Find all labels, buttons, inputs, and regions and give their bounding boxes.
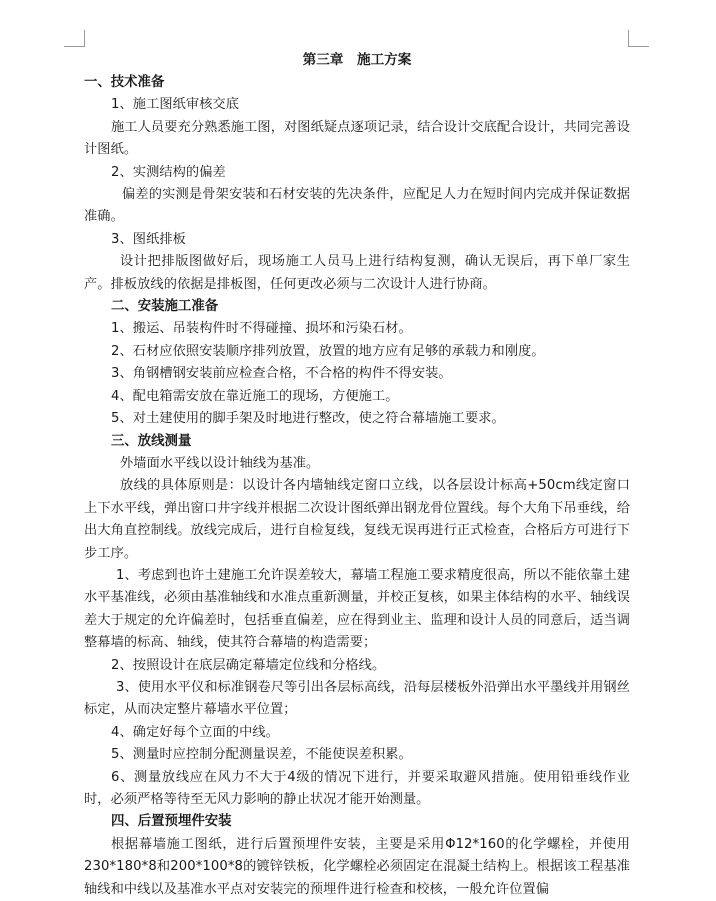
list-item: 2、石材应依照安装顺序排列放置，放置的地方应有足够的承载力和刚度。 bbox=[111, 343, 545, 359]
section-heading-survey: 三、放线测量 bbox=[111, 433, 192, 449]
page-corner-mark-right bbox=[628, 30, 649, 47]
list-item: 1、搬运、吊装构件时不得碰撞、损坏和污染石材。 bbox=[111, 321, 412, 337]
chapter-title: 第三章 施工方案 bbox=[302, 52, 412, 68]
list-item: 3、角钢槽钢安装前应检查合格，不合格的构件不得安装。 bbox=[111, 366, 452, 382]
section-heading-tech-prep: 一、技术准备 bbox=[84, 75, 165, 90]
paragraph: 外墙面水平线以设计轴线为基准。 bbox=[120, 455, 320, 471]
page-corner-mark-left bbox=[64, 30, 85, 47]
list-item: 4、配电箱需安放在靠近施工的现场，方便施工。 bbox=[111, 388, 399, 404]
item-title: 3、图纸排板 bbox=[111, 231, 186, 247]
list-item: 1、考虑到也许土建施工允许误差较大，幕墙工程施工要求精度很高，所以不能依靠土建水平基准线，必须由基准轴线和水准点重新测量，并校正复核，如果主体结构的水平、轴线误差大于规定的允许偏差时，包括垂直偏差，应在得到业主、监理和设计人员的同意后，适当调整幕墙的标高、轴线，使其符合幕墙的构造需要； bbox=[84, 567, 630, 651]
paragraph: 施工人员要充分熟悉施工图，对图纸疑点逐项记录，结合设计交底配合设计，共同完善设计图纸。 bbox=[84, 119, 630, 158]
document-page bbox=[84, 46, 630, 901]
list-item: 6、测量放线应在风力不大于4级的情况下进行，并要采取避风措施。使用铅垂线作业时，必须严格等待至无风力影响的静止状况才能开始测量。 bbox=[84, 769, 630, 807]
list-item: 2、按照设计在底层确定幕墙定位线和分格线。 bbox=[111, 657, 386, 673]
item-title: 2、实测结构的偏差 bbox=[111, 164, 226, 180]
item-title: 1、施工图纸审核交底 bbox=[111, 97, 240, 113]
list-item: 5、对土建使用的脚手架及时地进行整改，使之符合幕墙施工要求。 bbox=[111, 411, 505, 427]
paragraph: 放线的具体原则是：以设计各内墙轴线定窗口立线，以各层设计标高+50cm线定窗口上下水平线，弹出窗口井字线并根据二次设计图纸弹出钢龙骨位置线。每个大角下吊垂线，给出大角直控制线。放线完成后，进行自检复线，复线无误再进行正式检查，合格后方可进行下步工序。 bbox=[84, 478, 630, 561]
section-heading-embedded-parts: 四、后置预埋件安装 bbox=[111, 814, 232, 830]
paragraph: 偏差的实测是骨架安装和石材安装的先决条件，应配足人力在短时间内完成并保证数据准确。 bbox=[84, 187, 630, 225]
list-item: 3、使用水平仪和标准钢卷尺等引出各层标高线，沿每层楼板外沿弹出水平墨线并用钢丝标定，从而决定整片幕墙水平位置； bbox=[84, 679, 630, 718]
paragraph: 根据幕墙施工图纸，进行后置预埋件安装，主要是采用Φ12*160的化学螺栓，并使用230*180*8和200*100*8的镀锌铁板，化学螺栓必须固定在混凝土结构上。根据该工程基准轴线和中线以及基准水平点对安装完的预埋件进行检查和校核，一般允许位置偏 bbox=[84, 836, 630, 897]
section-heading-install-prep: 二、安装施工准备 bbox=[111, 299, 219, 315]
paragraph: 设计把排版图做好后，现场施工人员马上进行结构复测，确认无误后，再下单厂家生产。排板放线的依据是排板图，任何更改必须与二次设计人进行协商。 bbox=[84, 254, 630, 292]
list-item: 4、确定好每个立面的中线。 bbox=[111, 724, 279, 740]
list-item: 5、测量时应控制分配测量误差，不能使误差积累。 bbox=[111, 747, 412, 763]
